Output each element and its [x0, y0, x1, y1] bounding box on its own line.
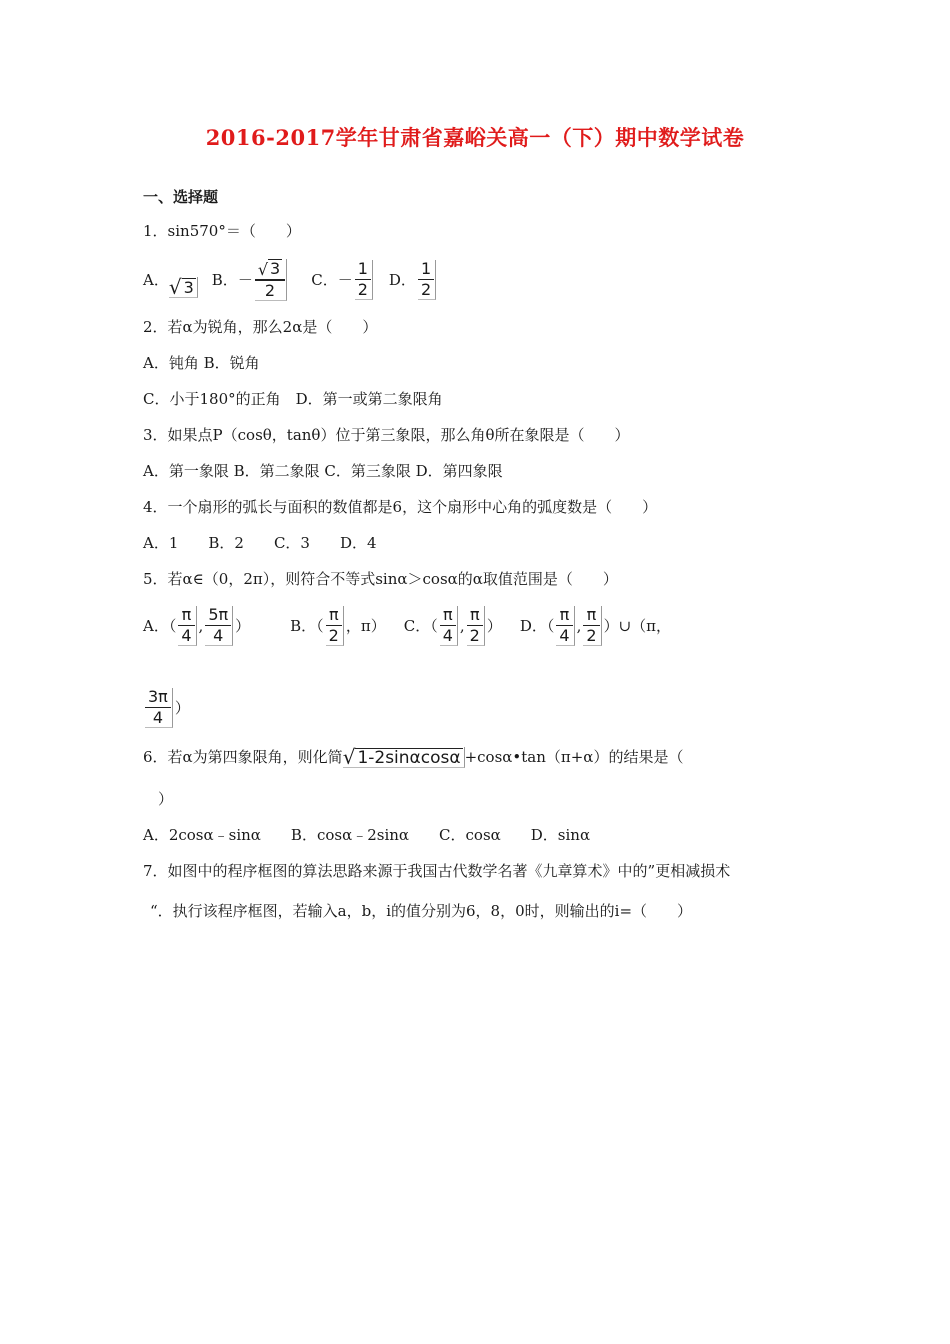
fraction-denominator: 2: [469, 626, 480, 646]
q5-option-b-tail: ，π）: [345, 617, 386, 635]
question-6-options: A．2cosα﹣sinα B．cosα﹣2sinα C．cosα D．sinα: [143, 826, 591, 844]
q5-option-b: [290, 606, 386, 647]
q1-option-b-sign: －: [237, 271, 253, 289]
fraction-denominator: 4: [213, 626, 224, 646]
q6-radicand: 1-2sinαcosα: [357, 747, 461, 768]
q1-option-d: [389, 260, 438, 301]
fraction-denominator: 2: [586, 626, 597, 646]
q5-a-fraction-1: [178, 606, 196, 647]
fraction-numerator: 3π: [148, 686, 168, 706]
fraction-numerator: 5π: [208, 604, 229, 624]
question-3-stem: 3．如果点P（cosθ，tanθ）位于第三象限，那么角θ所在象限是（ ）: [143, 426, 630, 444]
fraction-numerator: √ 3: [257, 259, 281, 280]
question-5-option-d-continued: [143, 686, 190, 730]
q1-option-b-fraction: [255, 259, 287, 301]
fraction-denominator: 2: [264, 280, 276, 300]
q1-option-c-fraction: [355, 260, 373, 301]
fraction-numerator: π: [469, 604, 480, 624]
q5-option-a-label: A．（: [143, 617, 177, 635]
q1-option-d-fraction: [418, 260, 436, 301]
q1-option-c: [311, 260, 375, 301]
radical-sign: √: [342, 744, 356, 769]
q5-c-fraction-2: [467, 606, 485, 647]
q5-option-c-label: C．（: [403, 617, 438, 635]
q5-option-b-label: B．（: [290, 617, 324, 635]
fraction-numerator: π: [559, 604, 570, 624]
fraction-numerator: π: [328, 604, 339, 624]
fraction-numerator: 1: [420, 258, 432, 278]
section-heading: 一、选择题: [143, 188, 219, 206]
closing-paren: ）: [235, 617, 251, 635]
q6-stem-post: +cosα•tan（π+α）的结果是（: [464, 748, 684, 766]
fraction-numerator: π: [181, 604, 192, 624]
fraction-numerator: π: [586, 604, 597, 624]
q5-a-fraction-2: [205, 606, 233, 647]
question-3-options: A．第一象限 B．第二象限 C．第三象限 D．第四象限: [143, 462, 503, 480]
question-6-stem-continued: ）: [158, 790, 174, 808]
fraction-denominator: 4: [181, 626, 192, 646]
q1-option-b-label: B．: [211, 271, 238, 289]
q5-d-fraction-3: [145, 688, 173, 729]
q5-d-fraction-2: [583, 606, 601, 647]
question-6-stem: [143, 746, 683, 768]
radical-sign: √: [168, 274, 182, 299]
question-2-stem: 2．若α为锐角，那么2α是（ ）: [143, 318, 378, 336]
question-7-stem-line1: 7．如图中的程序框图的算法思路来源于我国古代数学名著《九章算术》中的”更相减损术: [143, 862, 731, 880]
fraction-denominator: 2: [328, 626, 339, 646]
question-1-options: [143, 258, 452, 302]
closing-paren: ）: [174, 699, 190, 717]
question-7-stem-line2: “．执行该程序框图，若输入a，b，i的值分别为6，8，0时，则输出的i=（ ）: [150, 902, 693, 920]
q5-option-d-tail: ）∪（π，: [603, 617, 671, 635]
sqrt-expression: [168, 274, 198, 299]
q1-option-a-label: A．: [143, 271, 169, 289]
question-2-options-ab: A．钝角 B．锐角: [143, 354, 260, 372]
question-4-stem: 4．一个扇形的弧长与面积的数值都是6，这个扇形中心角的弧度数是（ ）: [143, 498, 658, 516]
q1-b-num: 3: [270, 259, 281, 279]
fraction-denominator: 2: [357, 280, 368, 300]
q6-sqrt-expression: [342, 744, 465, 769]
q1-option-c-label: C．: [311, 271, 338, 289]
question-2-options-cd: C．小于180°的正角 D．第一或第二象限角: [143, 390, 443, 408]
q1-option-a-value: 3: [183, 277, 194, 297]
fraction-numerator: 1: [357, 258, 368, 278]
fraction-numerator: π: [442, 604, 453, 624]
closing-paren: ）: [486, 617, 502, 635]
q5-option-c: C．（ $\frac{\pi}{4}$ , $\frac{\pi}{2}$ ）: [403, 604, 502, 646]
fraction-denominator: 2: [420, 280, 432, 300]
question-4-options: A．1 B．2 C．3 D．4: [143, 534, 377, 552]
page-title: 2016-2017学年甘肃省嘉峪关高一（下）期中数学试卷: [205, 125, 745, 150]
q5-option-d-label: D．（: [519, 617, 555, 635]
question-5-stem: 5．若α∈（0，2π），则符合不等式sinα＞cosα的α取值范围是（ ）: [143, 570, 618, 588]
q5-c-fraction-1: [440, 606, 458, 647]
fraction-denominator: 4: [559, 626, 570, 646]
q5-option-d: D．（ $\frac{\pi}{4}$ , $\frac{\pi}{2}$ ）∪（π，: [519, 604, 671, 646]
fraction-denominator: 4: [152, 708, 163, 728]
q1-option-c-sign: －: [337, 271, 353, 289]
q5-b-fraction: [326, 606, 344, 647]
q1-option-d-label: D．: [388, 271, 416, 289]
fraction-denominator: 4: [442, 626, 453, 646]
q1-option-b: [212, 259, 289, 301]
q5-d-fraction-1: [556, 606, 574, 647]
question-1-stem: 1．sin570°＝（ ）: [143, 222, 301, 240]
q1-option-a: [143, 263, 198, 298]
q5-option-a: A．（ $\frac{\pi}{4}$ , $\frac{5\pi}{4}$ ）: [143, 604, 251, 646]
q6-stem-pre: 6．若α为第四象限角，则化简: [143, 748, 343, 766]
question-5-options: [143, 602, 685, 650]
